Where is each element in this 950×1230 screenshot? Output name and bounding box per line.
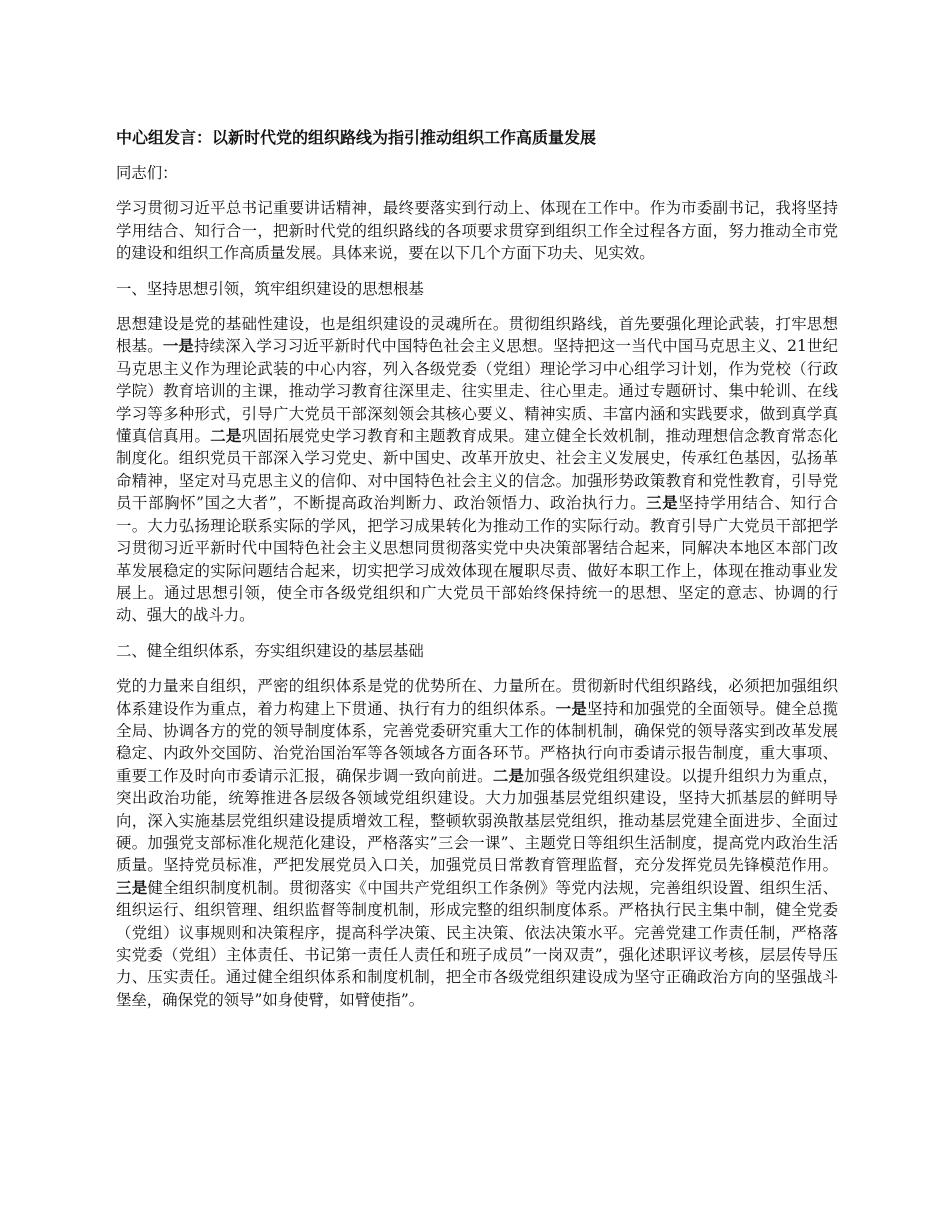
section-1-point-2-marker: 二是 [210, 427, 242, 446]
section-1-text-2: 持续深入学习习近平新时代中国特色社会主义思想。坚持把这一当代中国马克思主义、21世纪马克思主义作为理论武装的中心内容，列入各级党委（党组）理论学习中心组学习计划，作为党校（行政学院）教育培训的主课，推动学习教育往深里走、往实里走、往心里走。通过专题研讨、集中轮训、在线学习等多种形式，引导广大党员干部深刻领会其核心要义、精神实质、丰富内涵和实践要求，做到真学真懂真信真用。 [116, 337, 838, 446]
section-2-text-4: 健全组织制度机制。贯彻落实《中国共产党组织工作条例》等党内法规，完善组织设置、组织生活、组织运行、组织管理、组织监督等制度机制，形成完整的组织制度体系。严格执行民主集中制，健全党委（党组）议事规则和决策程序，提高科学决策、民主决策、依法决策水平。完善党建工作责任制，严格落实党委（党组）主体责任、书记第一责任人责任和班子成员”一岗双责”，强化述职评议考核，层层传导压力、压实责任。通过健全组织体系和制度机制，把全市各级党组织建设成为坚守正确政治方向的坚强战斗堡垒，确保党的领导”如身使臂，如臂使指”。 [116, 878, 838, 1009]
section-2-text-3: 加强各级党组织建设。以提升组织力为重点，突出政治功能，统筹推进各层级各领域党组织建设。大力加强基层党组织建设，坚持大抓基层的鲜明导向，深入实施基层党组织建设提质增效工程，整顿软弱涣散基层党组织，推动基层党建全面进步、全面过硬。加强党支部标准化规范化建设，严格落实”三会一课”、主题党日等组织生活制度，提高党内政治生活质量。坚持党员标准，严把发展党员入口关，加强党员日常教育管理监督，充分发挥党员先锋模范作用。 [116, 766, 838, 875]
section-2-heading: 二、健全组织体系，夯实组织建设的基层基础 [116, 641, 424, 660]
section-1-text-4: 坚持学用结合、知行合一。大力弘扬理论联系实际的学风，把学习成果转化为推动工作的实际行动。教育引导广大党员干部把学习贯彻习近平新时代中国特色社会主义思想同贯彻落实党中央决策部署结合起来，同解决本地区本部门改革发展稳定的实际问题结合起来，切实把学习成效体现在履职尽责、做好本职工作上，体现在推动事业发展上。通过思想引领，使全市各级党组织和广大党员干部始终保持统一的思想、坚定的意志、协调的行动、强大的战斗力。 [116, 494, 838, 625]
section-1-point-1-marker: 一是 [162, 337, 195, 356]
section-2-paragraph [116, 675, 838, 1011]
section-2-point-3-marker: 三是 [116, 878, 148, 897]
section-1-text-1: 思想建设是党的基础性建设，也是组织建设的灵魂所在。贯彻组织路线，首先要强化理论武装，打牢思想根基。 [116, 315, 838, 356]
document-title: 中心组发言：以新时代党的组织路线为指引推动组织工作高质量发展 [116, 128, 597, 147]
section-2-text-1: 党的力量来自组织，严密的组织体系是党的优势所在、力量所在。贯彻新时代组织路线，必须把加强组织体系建设作为重点，着力构建上下贯通、执行有力的组织体系。 [116, 677, 838, 718]
section-2-point-1-marker: 一是 [555, 699, 588, 718]
section-1-heading: 一、坚持思想引领，筑牢组织建设的思想根基 [116, 279, 424, 298]
section-2-text-2: 坚持和加强党的全面领导。健全总揽全局、协调各方的党的领导制度体系，完善党委研究重大工作的体制机制，确保党的领导落实到改革发展稳定、内政外交国防、治党治国治军等各领域各方面各环节。严格执行向市委请示报告制度，重大事项、重要工作及时向市委请示汇报，确保步调一致向前进。 [116, 699, 838, 785]
section-1-point-3-marker: 三是 [646, 494, 679, 513]
section-1-text-3: 巩固拓展党史学习教育和主题教育成果。建立健全长效机制，推动理想信念教育常态化制度化。组织党员干部深入学习党史、新中国史、改革开放史、社会主义发展史，传承红色基因，弘扬革命精神，坚定对马克思主义的信仰、对中国特色社会主义的信念。加强形势政策教育和党性教育，引导党员干部胸怀”国之大者”，不断提高政治判断力、政治领悟力、政治执行力。 [116, 427, 838, 513]
section-2-point-2-marker: 二是 [492, 766, 525, 785]
greeting: 同志们： [116, 164, 178, 182]
section-1-paragraph [116, 313, 838, 627]
intro-paragraph: 学习贯彻习近平总书记重要讲话精神，最终要落实到行动上、体现在工作中。作为市委副书记，我将坚持学用结合、知行合一，把新时代党的组织路线的各项要求贯穿到组织工作全过程各方面，努力推动全市党的建设和组织工作高质量发展。具体来说，要在以下几个方面下功夫、见实效。 [116, 199, 838, 263]
